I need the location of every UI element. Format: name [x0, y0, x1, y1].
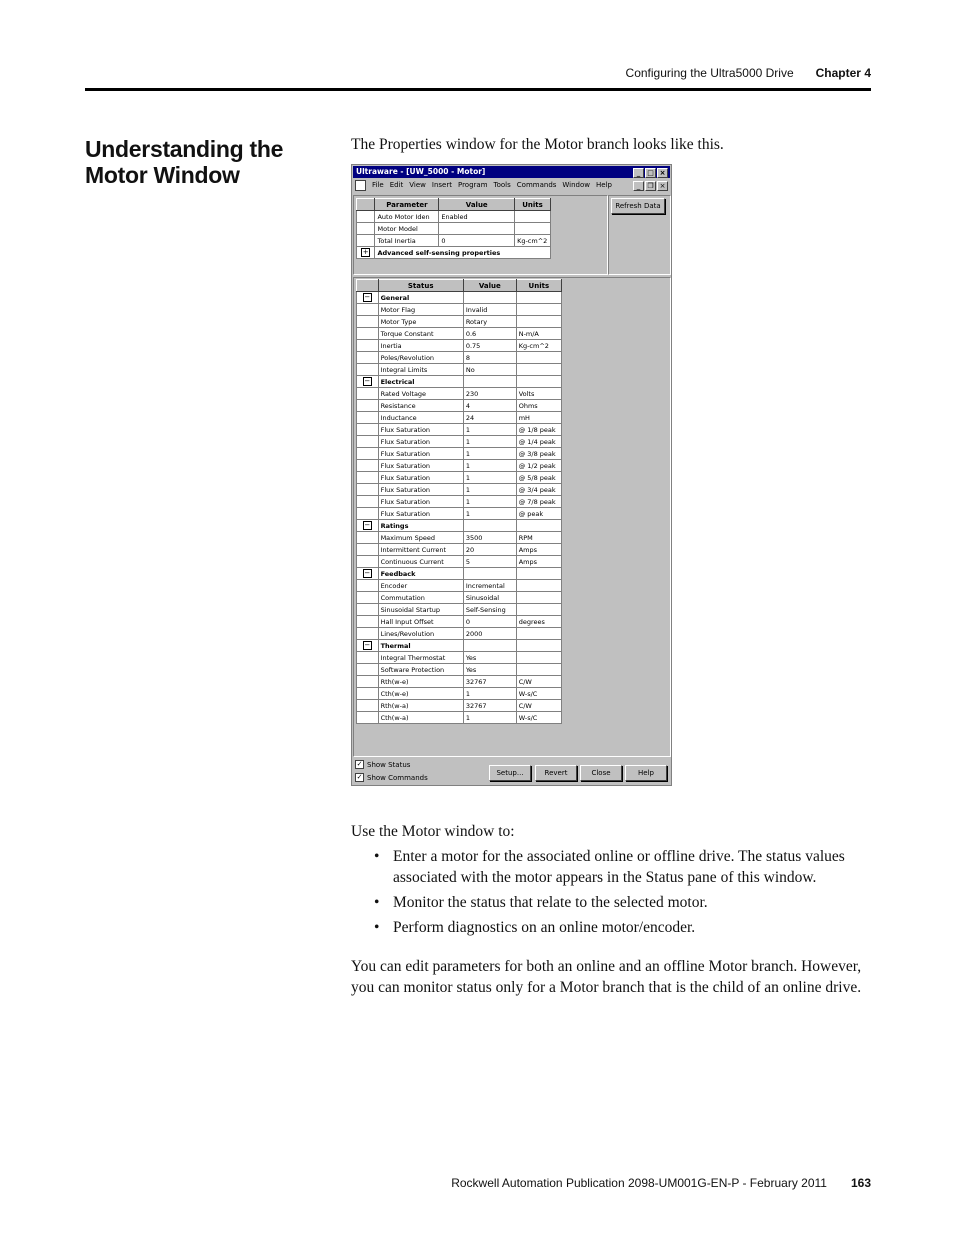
status-cell: Rth(w-a)	[378, 700, 463, 712]
status-cell: Flux Saturation	[378, 508, 463, 520]
table-row	[357, 412, 562, 424]
status-cell: Rth(w-e)	[378, 676, 463, 688]
status-cell: Rated Voltage	[378, 388, 463, 400]
refresh-pane	[608, 195, 671, 275]
header-section: Configuring the Ultra5000 Drive	[625, 66, 794, 80]
row-box	[357, 700, 379, 712]
collapse-icon[interactable]: −	[357, 640, 379, 652]
status-cell	[516, 352, 561, 364]
status-cell: 1	[463, 484, 516, 496]
table-row	[357, 424, 562, 436]
table-row[interactable]	[357, 223, 551, 235]
doc-close-icon[interactable]: ×	[657, 181, 668, 191]
row-box	[357, 592, 379, 604]
status-header-value[interactable]: Value	[463, 280, 516, 292]
menu-tools[interactable]: Tools	[493, 181, 511, 189]
row-box	[357, 448, 379, 460]
row-box	[357, 628, 379, 640]
menu-insert[interactable]: Insert	[431, 181, 452, 189]
doc-minimize-icon[interactable]: _	[633, 181, 644, 191]
status-cell: Flux Saturation	[378, 448, 463, 460]
help-button[interactable]: Help	[625, 765, 667, 781]
status-group-name: Feedback	[378, 568, 463, 580]
status-cell: Motor Flag	[378, 304, 463, 316]
status-cell: @ 3/8 peak	[516, 448, 561, 460]
params-cell	[515, 211, 551, 223]
status-group-row[interactable]	[357, 292, 562, 304]
status-cell: Maximum Speed	[378, 532, 463, 544]
status-cell: 1	[463, 436, 516, 448]
row-box	[357, 316, 379, 328]
status-cell: Self-Sensing	[463, 604, 516, 616]
status-cell: Hall Input Offset	[378, 616, 463, 628]
status-cell: Volts	[516, 388, 561, 400]
table-row	[357, 496, 562, 508]
close-button[interactable]: Close	[580, 765, 622, 781]
row-box	[357, 304, 379, 316]
list-item: • Perform diagnostics on an online motor/encoder.	[372, 918, 872, 939]
table-row	[357, 304, 562, 316]
show-commands-label: Show Commands	[367, 773, 428, 782]
status-cell: 5	[463, 556, 516, 568]
show-status-label: Show Status	[367, 760, 411, 769]
table-row	[357, 556, 562, 568]
menu-window[interactable]: Window	[562, 181, 591, 189]
header-chapter: Chapter 4	[815, 66, 871, 80]
params-header-parameter[interactable]: Parameter	[375, 199, 439, 211]
checkmark-icon: ✓	[356, 773, 363, 781]
status-corner	[357, 280, 379, 292]
maximize-icon[interactable]: □	[645, 168, 656, 178]
row-box	[357, 328, 379, 340]
list-item: • Enter a motor for the associated online or offline drive. The status values associated with the motor appears in the Status pane of this window.	[372, 847, 872, 888]
status-cell: mH	[516, 412, 561, 424]
status-cell: Flux Saturation	[378, 436, 463, 448]
status-cell: degrees	[516, 616, 561, 628]
window-titlebar	[353, 166, 670, 178]
status-table	[356, 279, 562, 724]
row-box	[357, 508, 379, 520]
table-row	[357, 580, 562, 592]
status-cell	[516, 604, 561, 616]
setup-button[interactable]: Setup...	[489, 765, 531, 781]
table-row	[357, 472, 562, 484]
table-row	[357, 628, 562, 640]
status-cell: 32767	[463, 676, 516, 688]
row-box	[357, 352, 379, 364]
expand-icon[interactable]: +	[357, 247, 375, 259]
status-cell: 8	[463, 352, 516, 364]
status-cell: Encoder	[378, 580, 463, 592]
row-box	[357, 616, 379, 628]
status-cell: Commutation	[378, 592, 463, 604]
row-box	[357, 544, 379, 556]
table-row	[357, 604, 562, 616]
status-cell: 1	[463, 472, 516, 484]
row-box	[357, 484, 379, 496]
row-box	[357, 604, 379, 616]
table-row	[357, 676, 562, 688]
params-cell: Motor Model	[375, 223, 439, 235]
status-cell: Ohms	[516, 400, 561, 412]
table-row[interactable]	[357, 211, 551, 223]
row-box	[357, 676, 379, 688]
status-group-row[interactable]	[357, 376, 562, 388]
table-row	[357, 532, 562, 544]
status-cell: Kg-cm^2	[516, 340, 561, 352]
status-cell: W-s/C	[516, 688, 561, 700]
table-row	[357, 316, 562, 328]
row-box	[357, 388, 379, 400]
table-row	[357, 400, 562, 412]
table-row	[357, 592, 562, 604]
row-box	[357, 652, 379, 664]
parameters-table	[356, 198, 551, 259]
table-row	[357, 436, 562, 448]
status-cell: W-s/C	[516, 712, 561, 724]
status-cell: 0	[463, 616, 516, 628]
collapse-icon[interactable]: −	[357, 520, 379, 532]
status-cell	[516, 664, 561, 676]
status-group-name: Thermal	[378, 640, 463, 652]
row-box	[357, 400, 379, 412]
status-cell: Invalid	[463, 304, 516, 316]
parameters-pane	[353, 195, 608, 275]
params-cell: Kg-cm^2	[515, 235, 551, 247]
row-box	[357, 211, 375, 223]
table-row	[357, 364, 562, 376]
row-box	[357, 412, 379, 424]
intro-text: The Properties window for the Motor branch looks like this.	[351, 136, 724, 153]
params-header-units[interactable]: Units	[515, 199, 551, 211]
row-box	[357, 340, 379, 352]
status-cell: Continuous Current	[378, 556, 463, 568]
status-cell: Amps	[516, 556, 561, 568]
status-cell: C/W	[516, 676, 561, 688]
close-icon[interactable]: ×	[657, 168, 668, 178]
row-box	[357, 496, 379, 508]
status-group-name: Ratings	[378, 520, 463, 532]
table-row	[357, 328, 562, 340]
table-row	[357, 700, 562, 712]
status-header-units[interactable]: Units	[516, 280, 561, 292]
row-box	[357, 580, 379, 592]
row-box	[357, 556, 379, 568]
status-cell: N-m/A	[516, 328, 561, 340]
params-cell: Auto Motor Iden	[375, 211, 439, 223]
row-box	[357, 223, 375, 235]
status-group-name: General	[378, 292, 463, 304]
table-row	[357, 484, 562, 496]
status-cell: 1	[463, 424, 516, 436]
status-cell: @ 1/2 peak	[516, 460, 561, 472]
params-header-value[interactable]: Value	[439, 199, 515, 211]
status-group-row[interactable]	[357, 520, 562, 532]
params-group-advanced[interactable]: Advanced self-sensing properties	[375, 247, 551, 259]
status-cell: Flux Saturation	[378, 472, 463, 484]
status-cell: Amps	[516, 544, 561, 556]
use-intro: Use the Motor window to:	[351, 823, 515, 840]
status-cell: Inductance	[378, 412, 463, 424]
status-cell: 230	[463, 388, 516, 400]
status-cell: RPM	[516, 532, 561, 544]
table-row	[357, 352, 562, 364]
motor-window-screenshot	[351, 164, 672, 786]
status-cell: 1	[463, 508, 516, 520]
status-cell: Sinusoidal Startup	[378, 604, 463, 616]
page-footer	[0, 1176, 871, 1190]
status-cell: Flux Saturation	[378, 484, 463, 496]
params-cell[interactable]: 0	[439, 235, 515, 247]
table-row	[357, 388, 562, 400]
params-corner	[357, 199, 375, 211]
status-cell	[516, 628, 561, 640]
menu-edit[interactable]: Edit	[389, 181, 404, 189]
row-box	[357, 460, 379, 472]
menu-file[interactable]: File	[372, 181, 384, 189]
status-cell: Torque Constant	[378, 328, 463, 340]
status-cell: 4	[463, 400, 516, 412]
status-cell: Cth(w-a)	[378, 712, 463, 724]
status-cell: @ 3/4 peak	[516, 484, 561, 496]
status-cell: @ 1/4 peak	[516, 436, 561, 448]
table-row	[357, 508, 562, 520]
status-cell	[516, 316, 561, 328]
status-cell: 1	[463, 712, 516, 724]
status-cell	[516, 652, 561, 664]
status-cell: Flux Saturation	[378, 460, 463, 472]
window-title: Ultraware - [UW_5000 - Motor]	[356, 167, 486, 176]
status-cell: Yes	[463, 652, 516, 664]
status-cell: @ 7/8 peak	[516, 496, 561, 508]
status-group-row[interactable]	[357, 568, 562, 580]
closing-paragraph: You can edit parameters for both an online and an offline Motor branch. However, you can monitor status only for a Motor branch that is the child of an online drive.	[351, 958, 862, 996]
status-cell: 0.6	[463, 328, 516, 340]
table-row[interactable]	[357, 235, 551, 247]
status-cell: Intermittent Current	[378, 544, 463, 556]
status-cell: 1	[463, 688, 516, 700]
status-cell: Resistance	[378, 400, 463, 412]
status-header-status[interactable]: Status	[378, 280, 463, 292]
table-row	[357, 544, 562, 556]
footer-publication: Rockwell Automation Publication 2098-UM001G-EN-P - February 2011	[451, 1176, 827, 1190]
menu-program[interactable]: Program	[457, 181, 488, 189]
status-group-name: Electrical	[378, 376, 463, 388]
table-row	[357, 664, 562, 676]
status-cell: No	[463, 364, 516, 376]
status-cell: 20	[463, 544, 516, 556]
table-row	[357, 340, 562, 352]
status-pane	[353, 277, 671, 757]
table-row	[357, 652, 562, 664]
status-cell: 3500	[463, 532, 516, 544]
collapse-icon[interactable]: −	[357, 376, 379, 388]
status-cell: Integral Thermostat	[378, 652, 463, 664]
checkmark-icon: ✓	[356, 760, 363, 768]
menu-view[interactable]: View	[409, 181, 426, 189]
params-cell[interactable]: Enabled	[439, 211, 515, 223]
status-cell: Yes	[463, 664, 516, 676]
show-status-checkbox[interactable]	[355, 760, 410, 769]
show-commands-checkbox[interactable]	[355, 773, 428, 782]
table-row	[357, 616, 562, 628]
row-box	[357, 424, 379, 436]
row-box	[357, 712, 379, 724]
status-cell: Incremental	[463, 580, 516, 592]
status-cell	[516, 364, 561, 376]
collapse-icon[interactable]: −	[357, 292, 379, 304]
page-number: 163	[850, 1176, 871, 1190]
row-box	[357, 436, 379, 448]
status-cell: Motor Type	[378, 316, 463, 328]
menu-bar	[353, 179, 670, 191]
status-cell: C/W	[516, 700, 561, 712]
status-cell: Poles/Revolution	[378, 352, 463, 364]
header-rule	[85, 88, 871, 91]
status-cell: Flux Saturation	[378, 424, 463, 436]
params-cell[interactable]	[439, 223, 515, 235]
status-cell: Sinusoidal	[463, 592, 516, 604]
row-box	[357, 532, 379, 544]
status-cell: 0.75	[463, 340, 516, 352]
status-cell: Rotary	[463, 316, 516, 328]
list-item: • Monitor the status that relate to the selected motor.	[372, 893, 872, 914]
row-box	[357, 688, 379, 700]
status-group-row[interactable]	[357, 640, 562, 652]
doc-restore-icon[interactable]: ❐	[645, 181, 656, 191]
table-row	[357, 460, 562, 472]
status-cell: Integral Limits	[378, 364, 463, 376]
status-cell	[516, 592, 561, 604]
row-box	[357, 664, 379, 676]
menu-help[interactable]: Help	[596, 181, 612, 189]
revert-button[interactable]: Revert	[535, 765, 577, 781]
status-cell: 32767	[463, 700, 516, 712]
status-cell	[516, 580, 561, 592]
status-cell: 24	[463, 412, 516, 424]
status-cell: @ peak	[516, 508, 561, 520]
status-cell: Lines/Revolution	[378, 628, 463, 640]
status-cell: 2000	[463, 628, 516, 640]
status-cell: 1	[463, 496, 516, 508]
refresh-data-button[interactable]: Refresh Data	[611, 198, 665, 214]
params-cell	[515, 223, 551, 235]
row-box	[357, 364, 379, 376]
row-box	[357, 235, 375, 247]
section-heading: Understanding the Motor Window	[85, 136, 284, 188]
table-row	[357, 712, 562, 724]
collapse-icon[interactable]: −	[357, 568, 379, 580]
status-cell	[516, 304, 561, 316]
status-cell: Flux Saturation	[378, 496, 463, 508]
menu-commands[interactable]: Commands	[516, 181, 557, 189]
minimize-icon[interactable]: _	[633, 168, 644, 178]
status-cell: Cth(w-e)	[378, 688, 463, 700]
status-cell: Software Protection	[378, 664, 463, 676]
running-header	[0, 66, 871, 80]
table-row	[357, 688, 562, 700]
row-box	[357, 472, 379, 484]
status-cell: Inertia	[378, 340, 463, 352]
table-row	[357, 448, 562, 460]
params-cell: Total Inertia	[375, 235, 439, 247]
bullet-list	[372, 847, 872, 943]
status-cell: @ 5/8 peak	[516, 472, 561, 484]
document-icon	[355, 180, 366, 191]
status-cell: 1	[463, 448, 516, 460]
status-cell: @ 1/8 peak	[516, 424, 561, 436]
status-cell: 1	[463, 460, 516, 472]
